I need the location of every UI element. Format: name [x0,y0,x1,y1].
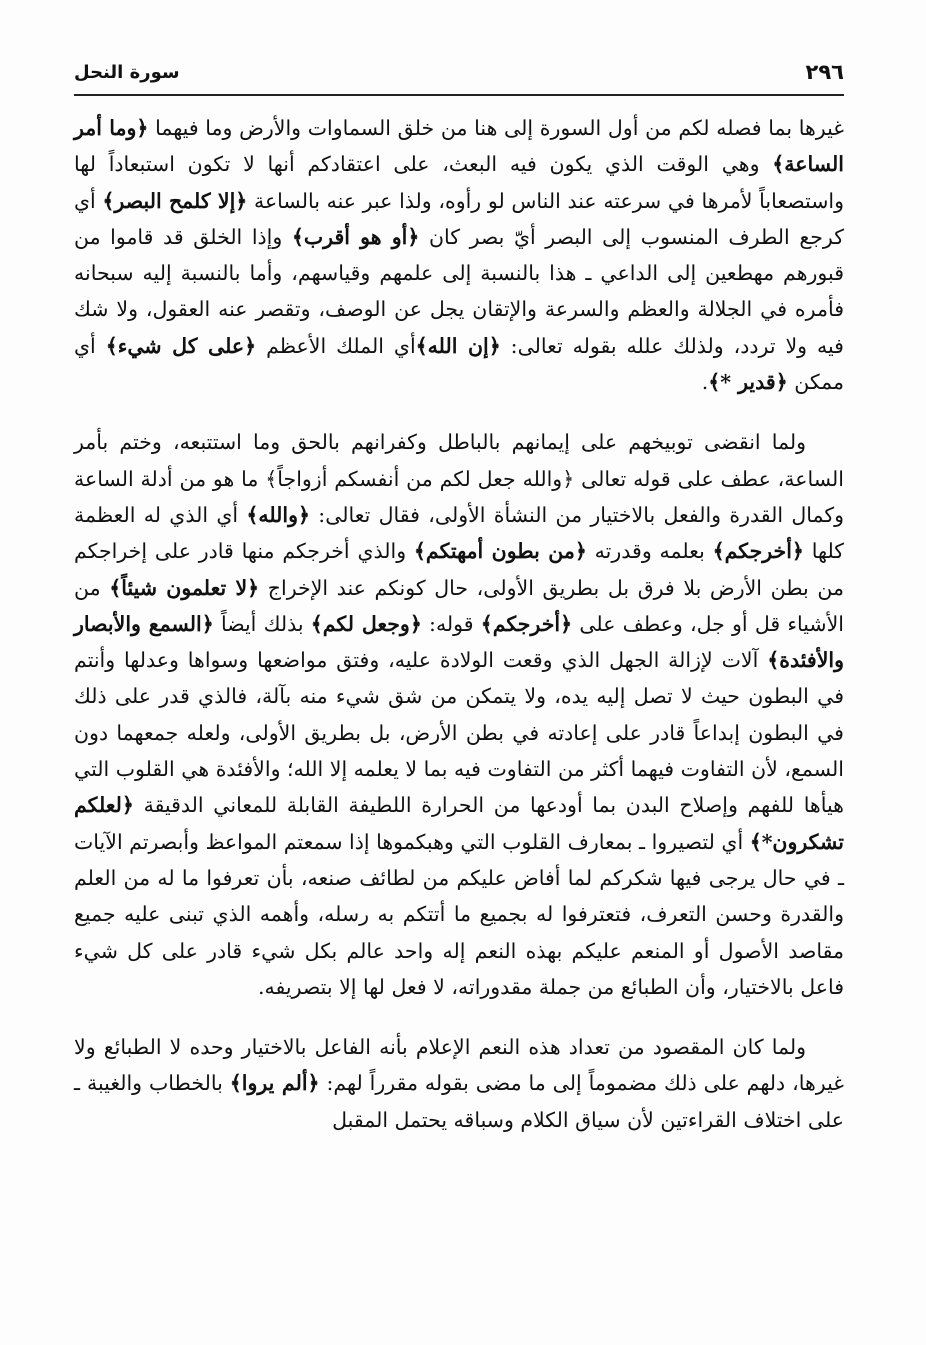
quran-quote: ﴿والله﴾ [246,502,311,527]
quran-quote: ﴿لعلكم تشكرون*﴾ [74,793,844,854]
commentary-text: أي لتصيروا ـ بمعارف القلوب التي وهبكموها إذا سمعتم المواعظ وأبصرتم الآيات ـ في حال يرجى فيها شكركم لما أفاض عليكم من لطائف صنعه، بأن تعرفوا ما له من العلم والقدرة وحسن التعرف، فتعترفوا له بجميع ما أتتكم به رسله، وأهمه الذي تبنى عليه جميع مقاصد الأصول أو المنعم عليكم بهذه النعم إله واحد عالم بكل شيء قادر على كل شيء فاعل بالاختيار، وأن الطبائع من جملة مقدوراته، لا فعل لها إلا بتصريفه. [74,829,844,999]
paragraph-2 [74,424,844,1005]
quran-quote: ﴿قدير *﴾ [708,370,788,395]
commentary-text: آلات لإزالة الجهل الذي وقعت الولادة عليه، وفتق مواضعها وسواها وعدلها وأنتم في البطون حيث لا تصل إليه يده، ولا يتمكن من شق شيء منه بآلة، فالذي قدر على ذلك في البطون إبداعاً قادر على إعادته في بطن الأرض، بل بطريق الأولى، ولعله جمعهما دون السمع، لأن التفاوت فيهما أكثر من التفاوت فيه بما لا يعلمه إلا الله؛ والأفئدة هي القلوب التي هيأها للفهم وإصلاح البدن بما أودعها من الحرارة اللطيفة القابلة للمعاني الدقيقة [74,648,844,818]
quran-quote: ﴿من بطون أمهتكم﴾ [413,539,587,564]
paragraph-1 [74,110,844,400]
commentary-text: قوله: [421,611,481,636]
quran-quote: ﴿على كل شيء﴾ [105,333,257,358]
commentary-text: بعلمه وقدرته [586,539,713,564]
quran-quote: ﴿السمع والأبصار والأفئدة﴾ [74,611,844,673]
quran-quote: ﴿إن الله﴾ [415,333,501,358]
commentary-text: أي الذي له العظمة كلها [74,502,844,564]
commentary-text: ولما كان المقصود من تعداد هذه النعم الإعلام بأنه الفاعل بالاختيار وحده لا الطبائع ولا غيرها، دلهم على ذلك مضموماً إلى ما مضى بقوله مقرراً لهم: [74,1035,844,1096]
quran-quote: ﴿ألم يروا﴾ [229,1071,320,1096]
commentary-text: وإذا الخلق قد قاموا من قبورهم مهطعين إلى الداعي ـ هذا بالنسبة إلى علمهم وقياسهم، وأما بالنسبة إليه سبحانه فأمره في الجلالة والعظم والسرعة والإتقان يجل عن الوصف، وتقصر عنه العقول، ولا شك فيه ولا تردد، ولذلك علله بقوله تعالى: [74,224,844,358]
commentary-text: بالخطاب والغيبة ـ على اختلاف القراءتين لأن سياق الكلام وسباقه يحتمل المقبل [74,1071,844,1132]
commentary-text: غيرها بما فصله لكم من أول السورة إلى هنا من خلق السماوات والأرض وما فيهما [148,116,844,140]
commentary-text: . [701,370,709,395]
quran-quote: ﴿أخرجكم﴾ [480,611,573,636]
commentary-text: أي كرجع الطرف المنسوب إلى البصر أيّ بصر كان [74,188,844,249]
quran-quote: ﴿أو هو أقرب﴾ [291,224,420,249]
page-header [74,58,844,96]
quran-quote: ﴿وجعل لكم﴾ [310,611,422,636]
commentary-text: من الأشياء قل أو جل، وعطف على [74,575,844,636]
page-number: ٢٩٦ [805,60,844,84]
paragraph-3 [74,1029,844,1138]
commentary-text: وهي الوقت الذي يكون فيه البعث، على اعتقادكم أنها لا تكون استبعاداً لها واستصعاباً لأمرها في سرعته عند الناس لو رأوه، ولذا عبر عنه بالساعة [74,152,844,213]
surah-name: سورة النحل [74,62,180,83]
quran-quote: ﴿أخرجكم﴾ [712,539,804,564]
quran-quote: ﴿وما أمر الساعة﴾ [74,116,844,177]
quran-quote: ﴿لا تعلمون شيئاً﴾ [109,575,260,600]
quran-quote: ﴿إلا كلمح البصر﴾ [102,188,248,213]
commentary-text: ﴿والله جعل لكم من أنفسكم أزواجاً﴾ [265,466,575,491]
commentary-text: بذلك أيضاً [213,611,311,636]
commentary-text: أي الملك الأعظم [256,333,416,358]
commentary-text: ولما انقضى توبيخهم على إيمانهم بالباطل وكفرانهم بالحق وما استتبعه، وختم بأمر الساعة، عطف على قوله تعالى [74,430,844,491]
commentary-text: ما هو من أدلة الساعة وكمال القدرة والفعل بالاختيار من النشأة الأولى، فقال تعالى: [74,466,845,527]
commentary-text: أي ممكن [74,333,844,395]
commentary-text: والذي أخرجكم منها قادر على إخراجكم من بطن الأرض بلا فرق بل بطريق الأولى، حال كونكم عند الإخراج [74,539,844,600]
body-text [74,110,844,1138]
